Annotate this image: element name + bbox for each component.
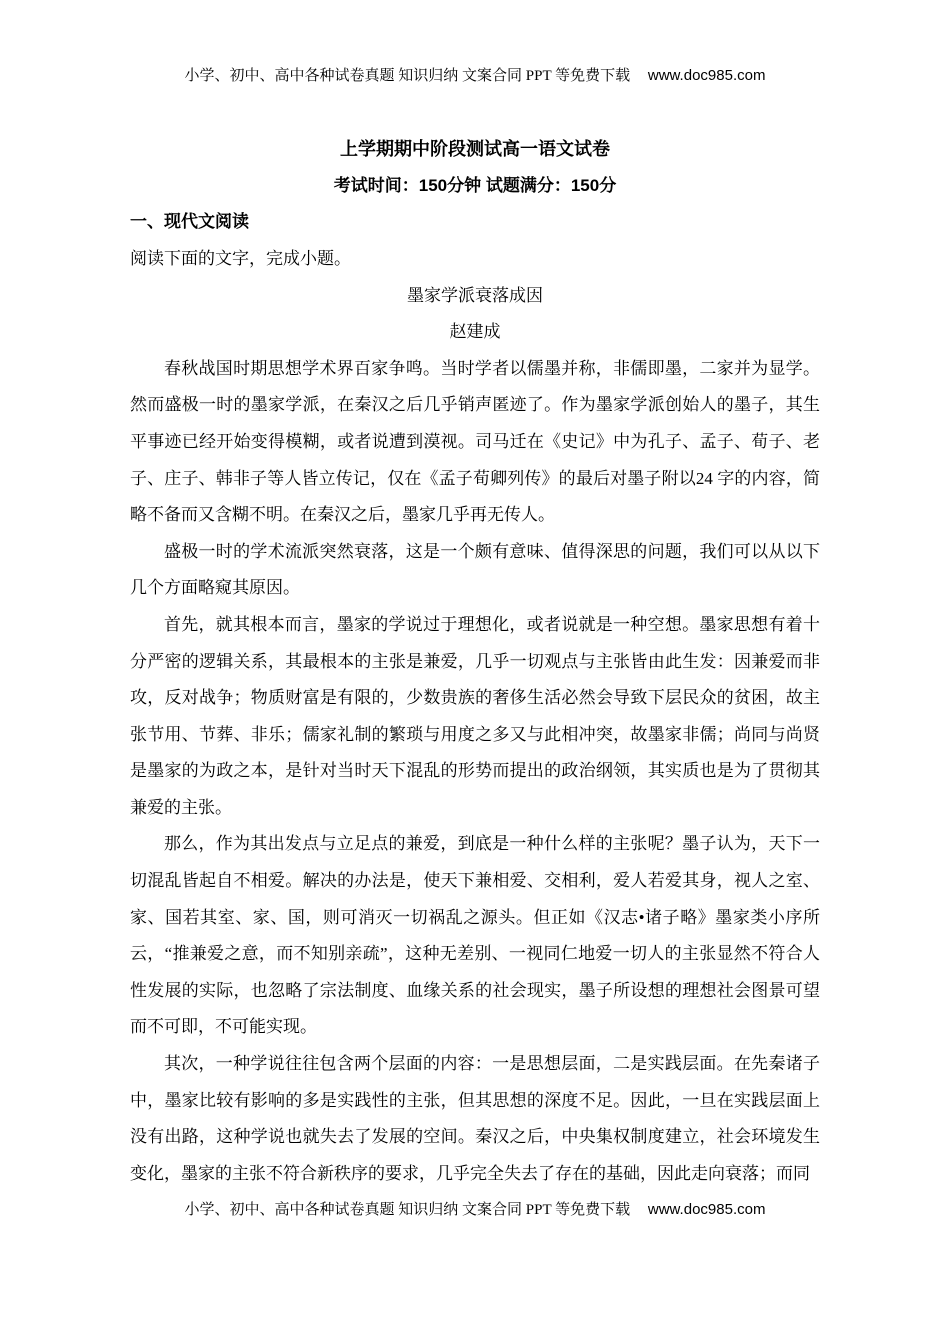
footer-banner-text: 小学、初中、高中各种试卷真题 知识归纳 文案合同 PPT 等免费下载 [184, 1202, 631, 1219]
article-paragraph-2: 盛极一时的学术流派突然衰落，这是一个颇有意味、值得深思的问题，我们可以从以下几个方面略窥其原因。 [130, 541, 820, 598]
header-banner-url[interactable]: www.doc985.com [647, 67, 766, 84]
footer-banner [130, 1192, 820, 1229]
article-paragraph-3: 首先，就其根本而言，墨家的学说过于理想化，或者说就是一种空想。墨家思想有着十分严密的逻辑关系，其最根本的主张是兼爱，几乎一切观点与主张皆由此生发：因兼爱而非攻，反对战争；物质财富是有限的，少数贵族的奢侈生活必然会导致下层民众的贫困，故主张节用、节葬、非乐；儒家礼制的繁琐与用度之多又与此相冲突，故墨家非儒；尚同与尚贤是墨家的为政之本，是针对当时天下混乱的形势而提出的政治纲领，其实质也是为了贯彻其兼爱的主张。 [130, 614, 820, 817]
article-author: 赵建成 [449, 322, 501, 342]
reading-instruction: 阅读下面的文字，完成小题。 [130, 248, 351, 268]
article-paragraph-1: 春秋战国时期思想学术界百家争鸣。当时学者以儒墨并称，非儒即墨，二家并为显学。然而盛极一时的墨家学派，在秦汉之后几乎销声匿迹了。作为墨家学派创始人的墨子，其生平事迹已经开始变得模糊，或者说遭到漠视。司马迁在《史记》中为孔子、孟子、荀子、老子、庄子、韩非子等人皆立传记，仅在《孟子荀卿列传》的最后对墨子附以24 字的内容，简略不备而又含糊不明。在秦汉之后，墨家几乎再无传人。 [130, 358, 820, 525]
footer-banner-url[interactable]: www.doc985.com [647, 1201, 766, 1219]
header-banner-text: 小学、初中、高中各种试卷真题 知识归纳 文案合同 PPT 等免费下载 [184, 68, 631, 84]
article-paragraph-4: 那么，作为其出发点与立足点的兼爱，到底是一种什么样的主张呢？墨子认为，天下一切混乱皆起自不相爱。解决的办法是，使天下兼相爱、交相利，爱人若爱其身，视人之室、家、国若其室、家、国，则可消灭一切祸乱之源头。但正如《汉志•诸子略》墨家类小序所云，“推兼爱之意，而不知别亲疏”，这种无差别、一视同仁地爱一切人的主张显然不符合人性发展的实际，也忽略了宗法制度、血缘关系的社会现实，墨子所设想的理想社会图景可望而不可即，不可能实现。 [130, 834, 820, 1037]
exam-info: 考试时间：150分钟 试题满分：150分 [333, 175, 617, 195]
article-paragraph-5: 其次，一种学说往往包含两个层面的内容：一是思想层面，二是实践层面。在先秦诸子中，墨家比较有影响的多是实践性的主张，但其思想的深度不足。因此，一旦在实践层面上没有出路，这种学说也就失去了发展的空间。秦汉之后，中央集权制度建立，社会环境发生变化，墨家的主张不符合新秩序的要求，几乎完全失去了存在的基础，因此走向衰落；而同 [130, 1054, 820, 1183]
article [130, 278, 820, 1193]
article-title: 墨家学派衰落成因 [407, 285, 543, 305]
section-heading: 一、现代文阅读 [130, 212, 249, 232]
exam-title: 上学期期中阶段测试高一语文试卷 [340, 139, 610, 160]
header-banner [130, 58, 820, 95]
